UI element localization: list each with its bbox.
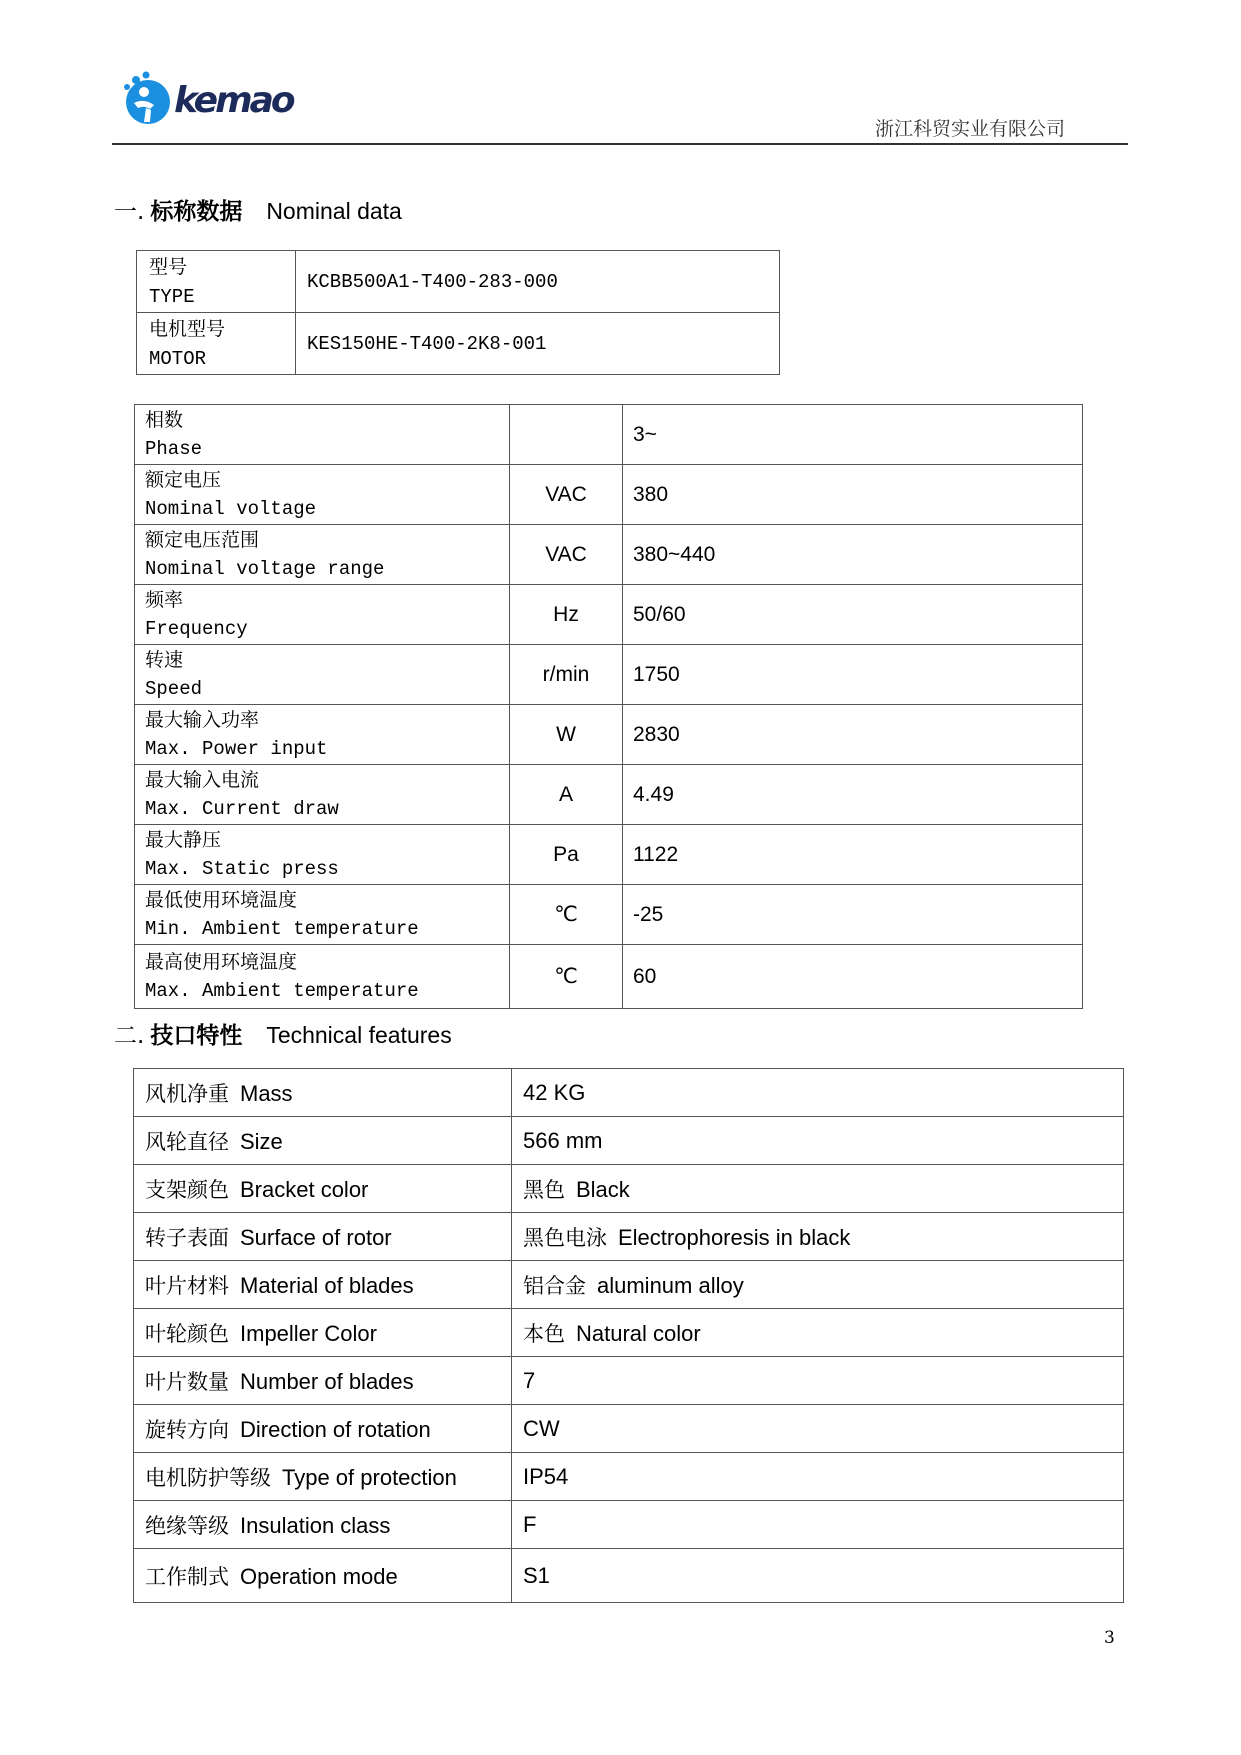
parameter-label-cn: 最大输入电流 xyxy=(145,768,260,791)
feature-value xyxy=(512,1261,1124,1309)
parameter-label xyxy=(135,525,510,585)
section-title-en: Nominal data xyxy=(266,198,402,224)
parameter-unit: r/min xyxy=(510,645,623,705)
feature-label xyxy=(134,1261,512,1309)
feature-label-en: Impeller Color xyxy=(240,1320,377,1346)
parameter-unit: ℃ xyxy=(510,885,623,945)
feature-label-cn: 转子表面 xyxy=(145,1225,229,1250)
parameter-label xyxy=(135,765,510,825)
table-row xyxy=(135,825,1083,885)
feature-label xyxy=(134,1357,512,1405)
feature-label xyxy=(134,1501,512,1549)
parameter-value: 1750 xyxy=(623,645,1083,705)
type-label xyxy=(137,251,296,313)
feature-label-en: Number of blades xyxy=(240,1368,414,1394)
feature-value xyxy=(512,1165,1124,1213)
feature-label xyxy=(134,1213,512,1261)
type-label-cn: 型号 xyxy=(149,255,188,278)
feature-label-cn: 工作制式 xyxy=(145,1564,229,1589)
parameter-label xyxy=(135,705,510,765)
parameter-label-en: Max. Current draw xyxy=(145,797,339,820)
feature-value-en: Black xyxy=(576,1176,630,1202)
table-row xyxy=(137,251,780,313)
table-row xyxy=(135,465,1083,525)
feature-value-en: 42 KG xyxy=(523,1079,586,1105)
company-name: 浙江科贸实业有限公司 xyxy=(875,118,1066,140)
table-row xyxy=(135,525,1083,585)
parameter-unit: VAC xyxy=(510,525,623,585)
feature-label-cn: 旋转方向 xyxy=(145,1417,229,1442)
parameter-value: 380 xyxy=(623,465,1083,525)
parameter-label-en: Max. Static press xyxy=(145,857,339,880)
feature-value-en: aluminum alloy xyxy=(597,1272,744,1298)
table-row xyxy=(134,1117,1124,1165)
parameter-unit: Hz xyxy=(510,585,623,645)
parameter-label-en: Nominal voltage xyxy=(145,497,317,520)
feature-value xyxy=(512,1549,1124,1603)
feature-label-en: Insulation class xyxy=(240,1512,391,1538)
parameter-label xyxy=(135,585,510,645)
feature-value xyxy=(512,1357,1124,1405)
feature-label-cn: 叶轮颜色 xyxy=(145,1321,229,1346)
parameter-label-en: Max. Ambient temperature xyxy=(145,979,419,1002)
feature-value-cn: 本色 xyxy=(523,1321,565,1346)
feature-label-cn: 电机防护等级 xyxy=(145,1465,271,1490)
feature-label-en: Surface of rotor xyxy=(240,1224,392,1250)
parameter-unit: VAC xyxy=(510,465,623,525)
feature-label xyxy=(134,1309,512,1357)
section-number: 一. xyxy=(114,199,145,225)
parameter-label-en: Frequency xyxy=(145,617,248,640)
parameter-label-en: Speed xyxy=(145,677,203,700)
feature-label xyxy=(134,1165,512,1213)
logo-wordmark: kemao xyxy=(174,80,293,121)
section-title-en: Technical features xyxy=(266,1022,452,1048)
table-row xyxy=(135,585,1083,645)
parameter-label-en: Max. Power input xyxy=(145,737,328,760)
motor-value: KES150HE-T400-2K8-001 xyxy=(296,313,780,375)
feature-value-en: Electrophoresis in black xyxy=(618,1224,851,1250)
feature-label xyxy=(134,1069,512,1117)
parameter-unit xyxy=(510,405,623,465)
feature-label-cn: 风机净重 xyxy=(145,1081,229,1106)
feature-value xyxy=(512,1309,1124,1357)
table-row xyxy=(135,765,1083,825)
feature-label-cn: 绝缘等级 xyxy=(145,1513,229,1538)
page-number: 3 xyxy=(1104,1628,1115,1648)
feature-label-cn: 叶片材料 xyxy=(145,1273,229,1298)
table-row xyxy=(135,705,1083,765)
table-row xyxy=(134,1261,1124,1309)
table-row xyxy=(134,1453,1124,1501)
parameter-value: -25 xyxy=(623,885,1083,945)
feature-value-en: Natural color xyxy=(576,1320,701,1346)
feature-label xyxy=(134,1117,512,1165)
feature-value xyxy=(512,1069,1124,1117)
parameter-label-cn: 转速 xyxy=(145,648,184,671)
parameter-unit: W xyxy=(510,705,623,765)
motor-label xyxy=(137,313,296,375)
feature-value xyxy=(512,1213,1124,1261)
table-row xyxy=(135,885,1083,945)
motor-label-cn: 电机型号 xyxy=(149,317,226,340)
feature-label xyxy=(134,1405,512,1453)
parameter-value: 50/60 xyxy=(623,585,1083,645)
section-technical-heading xyxy=(114,1017,452,1050)
header-divider xyxy=(112,143,1128,145)
feature-label-en: Mass xyxy=(240,1080,293,1106)
parameter-label-cn: 额定电压 xyxy=(145,468,222,491)
section-nominal-heading xyxy=(114,193,402,226)
table-row xyxy=(134,1501,1124,1549)
feature-value xyxy=(512,1453,1124,1501)
parameter-value: 380~440 xyxy=(623,525,1083,585)
table-row xyxy=(134,1213,1124,1261)
feature-label-cn: 叶片数量 xyxy=(145,1369,229,1394)
feature-label-cn: 风轮直径 xyxy=(145,1129,229,1154)
nominal-data-table xyxy=(134,404,1083,1009)
parameter-label-en: Nominal voltage range xyxy=(145,557,385,580)
section-title-cn: 标称数据 xyxy=(150,199,243,225)
parameter-label xyxy=(135,825,510,885)
feature-label-en: Operation mode xyxy=(240,1563,398,1589)
feature-label-cn: 支架颜色 xyxy=(145,1177,229,1202)
feature-value xyxy=(512,1117,1124,1165)
feature-value xyxy=(512,1501,1124,1549)
parameter-label-en: Min. Ambient temperature xyxy=(145,917,419,940)
feature-value-en: S1 xyxy=(523,1562,550,1588)
parameter-label-cn: 额定电压范围 xyxy=(145,528,260,551)
type-value: KCBB500A1-T400-283-000 xyxy=(296,251,780,313)
parameter-label xyxy=(135,465,510,525)
feature-value-en: F xyxy=(523,1511,537,1537)
feature-label xyxy=(134,1549,512,1603)
parameter-unit: Pa xyxy=(510,825,623,885)
table-row xyxy=(134,1069,1124,1117)
section-number: 二. xyxy=(114,1023,145,1049)
feature-label-en: Bracket color xyxy=(240,1176,369,1202)
parameter-value: 60 xyxy=(623,945,1083,1009)
feature-label xyxy=(134,1453,512,1501)
feature-label-en: Type of protection xyxy=(282,1464,457,1490)
feature-value-en: 7 xyxy=(523,1367,536,1393)
table-row xyxy=(135,405,1083,465)
feature-value-cn: 铝合金 xyxy=(523,1273,586,1298)
parameter-label-cn: 最高使用环境温度 xyxy=(145,950,298,973)
section-title-cn: 技口特性 xyxy=(150,1023,243,1049)
feature-value-en: IP54 xyxy=(523,1463,569,1489)
feature-value-cn: 黑色 xyxy=(523,1177,565,1202)
table-row xyxy=(134,1549,1124,1603)
parameter-label-en: Phase xyxy=(145,437,203,460)
table-row xyxy=(134,1309,1124,1357)
feature-value-en: 566 mm xyxy=(523,1127,603,1153)
logo-mark-icon xyxy=(124,72,170,125)
parameter-label-cn: 相数 xyxy=(145,408,184,431)
table-row xyxy=(137,313,780,375)
feature-value xyxy=(512,1405,1124,1453)
parameter-label-cn: 最大输入功率 xyxy=(145,708,260,731)
feature-value-cn: 黑色电泳 xyxy=(523,1225,607,1250)
parameter-label xyxy=(135,645,510,705)
table-row xyxy=(134,1165,1124,1213)
table-row xyxy=(135,645,1083,705)
feature-label-en: Material of blades xyxy=(240,1272,414,1298)
technical-features-table xyxy=(133,1068,1124,1603)
parameter-label xyxy=(135,885,510,945)
parameter-value: 4.49 xyxy=(623,765,1083,825)
parameter-value: 3~ xyxy=(623,405,1083,465)
table-row xyxy=(135,945,1083,1009)
parameter-label-cn: 最大静压 xyxy=(145,828,222,851)
parameter-label xyxy=(135,405,510,465)
parameter-unit: ℃ xyxy=(510,945,623,1009)
parameter-value: 1122 xyxy=(623,825,1083,885)
motor-label-en: MOTOR xyxy=(149,347,207,370)
type-label-en: TYPE xyxy=(149,285,195,308)
parameter-value: 2830 xyxy=(623,705,1083,765)
feature-value-en: CW xyxy=(523,1415,560,1441)
table-row xyxy=(134,1405,1124,1453)
parameter-label-cn: 频率 xyxy=(145,588,184,611)
kemao-logo xyxy=(120,70,310,132)
parameter-label xyxy=(135,945,510,1009)
feature-label-en: Direction of rotation xyxy=(240,1416,431,1442)
type-table xyxy=(136,250,780,375)
parameter-unit: A xyxy=(510,765,623,825)
feature-label-en: Size xyxy=(240,1128,283,1154)
parameter-label-cn: 最低使用环境温度 xyxy=(145,888,298,911)
table-row xyxy=(134,1357,1124,1405)
